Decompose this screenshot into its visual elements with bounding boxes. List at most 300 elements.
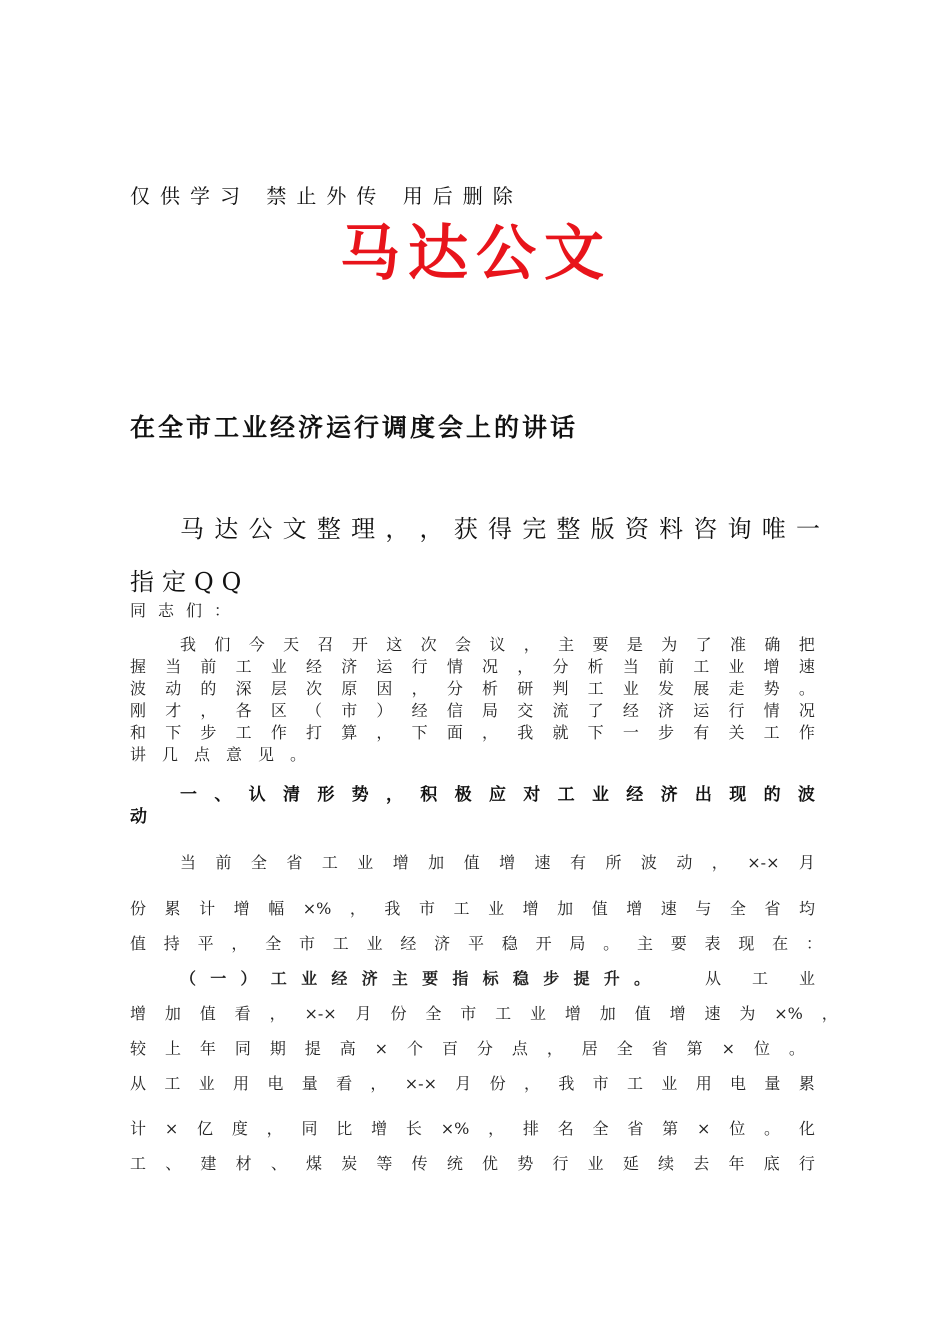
glyph: 工 bbox=[751, 969, 768, 988]
glyph: 份 bbox=[130, 899, 147, 918]
glyph: 完 bbox=[522, 515, 547, 543]
glyph: 分 bbox=[446, 679, 463, 698]
usage-notice: 仅供学习 禁止外传 用后删除 bbox=[130, 184, 523, 208]
glyph: 全 bbox=[250, 853, 267, 872]
glyph: 量 bbox=[301, 1074, 318, 1093]
glyph: 、 bbox=[270, 1154, 287, 1173]
glyph: 流 bbox=[552, 701, 569, 720]
glyph: 把 bbox=[798, 635, 815, 654]
glyph: 市 bbox=[460, 1004, 477, 1023]
glyph: ， bbox=[231, 934, 248, 953]
glyph: 电 bbox=[730, 1074, 747, 1093]
glyph: 经 bbox=[626, 785, 644, 805]
glyph: 增 bbox=[564, 1004, 581, 1023]
glyph: 交 bbox=[517, 701, 534, 720]
glyph: 马 bbox=[180, 515, 204, 543]
glyph: 计 bbox=[130, 1119, 147, 1138]
glyph: ， bbox=[411, 679, 428, 698]
heading-line bbox=[180, 784, 815, 806]
glyph: 速 bbox=[704, 1004, 721, 1023]
glyph: 等 bbox=[376, 1154, 393, 1173]
glyph: ， bbox=[482, 723, 499, 742]
glyph: 全 bbox=[592, 1119, 609, 1138]
glyph: 与 bbox=[695, 899, 712, 918]
glyph: 版 bbox=[590, 515, 615, 543]
glyph: 势 bbox=[517, 1154, 534, 1173]
glyph: 济 bbox=[361, 969, 378, 988]
glyph: 用 bbox=[233, 1074, 250, 1093]
glyph: 。 bbox=[764, 1119, 781, 1138]
glyph: 工 bbox=[557, 785, 575, 805]
glyph: 次 bbox=[306, 679, 323, 698]
glyph: 去 bbox=[693, 1154, 710, 1173]
glyph: 指 bbox=[452, 969, 469, 988]
glyph: 势 bbox=[763, 679, 780, 698]
glyph: 增 bbox=[392, 853, 409, 872]
glyph: 积 bbox=[420, 785, 438, 805]
glyph: 波 bbox=[797, 785, 815, 805]
glyph: 第 bbox=[662, 1119, 679, 1138]
glyph: ， bbox=[376, 723, 393, 742]
glyph: 看 bbox=[234, 1004, 251, 1023]
paragraph-line bbox=[180, 852, 815, 874]
glyph: 主 bbox=[558, 635, 575, 654]
glyph: 速 bbox=[798, 657, 815, 676]
glyph: 料 bbox=[659, 515, 684, 543]
document-title: 在全市工业经济运行调度会上的讲话 bbox=[130, 413, 579, 442]
glyph: 值 bbox=[634, 1004, 651, 1023]
glyph: ， bbox=[200, 701, 217, 720]
glyph: 业 bbox=[591, 785, 609, 805]
heading-line: 动 bbox=[130, 807, 147, 827]
glyph: 煤 bbox=[306, 1154, 323, 1173]
glyph: 优 bbox=[482, 1154, 499, 1173]
glyph: ， bbox=[523, 1074, 540, 1093]
glyph: 步 bbox=[200, 723, 217, 742]
glyph: 下 bbox=[587, 723, 604, 742]
glyph: 比 bbox=[336, 1119, 353, 1138]
glyph: 业 bbox=[622, 679, 639, 698]
paragraph-line bbox=[180, 634, 815, 656]
glyph: 建 bbox=[200, 1154, 217, 1173]
glyph: 月 bbox=[798, 853, 815, 872]
glyph: 均 bbox=[798, 899, 815, 918]
glyph: 情 bbox=[446, 657, 463, 676]
glyph: 要 bbox=[422, 969, 439, 988]
glyph: 统 bbox=[446, 1154, 463, 1173]
glyph: 市 bbox=[341, 701, 358, 720]
glyph: 开 bbox=[535, 934, 552, 953]
glyph: ， bbox=[266, 1119, 283, 1138]
glyph: 算 bbox=[341, 723, 358, 742]
paragraph-line bbox=[130, 700, 815, 722]
glyph: 从 bbox=[130, 1074, 147, 1093]
glyph: 业 bbox=[357, 853, 374, 872]
glyph: 工 bbox=[763, 723, 780, 742]
glyph: 份 bbox=[489, 1074, 506, 1093]
glyph: 询 bbox=[727, 515, 752, 543]
glyph: 标 bbox=[482, 969, 499, 988]
glyph: 月 bbox=[355, 1004, 372, 1023]
glyph: 步 bbox=[543, 969, 560, 988]
paragraph-line bbox=[130, 678, 815, 700]
glyph: 原 bbox=[341, 679, 358, 698]
paragraph-line: 讲几点意见。 bbox=[130, 745, 323, 764]
glyph: ×% bbox=[440, 1119, 470, 1138]
glyph: 局 bbox=[482, 701, 499, 720]
glyph: 经 bbox=[306, 657, 323, 676]
glyph: 增 bbox=[626, 899, 643, 918]
glyph: 较 bbox=[130, 1039, 147, 1058]
glyph: 排 bbox=[522, 1119, 539, 1138]
glyph: ， bbox=[419, 515, 444, 543]
glyph: 看 bbox=[336, 1074, 353, 1093]
glyph: 了 bbox=[587, 701, 604, 720]
glyph: 展 bbox=[693, 679, 710, 698]
glyph: 高 bbox=[339, 1039, 356, 1058]
glyph: 位 bbox=[753, 1039, 770, 1058]
glyph: 现 bbox=[738, 934, 755, 953]
glyph: 工 bbox=[164, 1074, 181, 1093]
glyph: 动 bbox=[165, 679, 182, 698]
glyph: 资 bbox=[624, 515, 649, 543]
glyph: 亿 bbox=[197, 1119, 214, 1138]
glyph: 全 bbox=[425, 1004, 442, 1023]
glyph: 化 bbox=[798, 1119, 815, 1138]
glyph: 工 bbox=[627, 1074, 644, 1093]
glyph: 加 bbox=[557, 899, 574, 918]
glyph: 经 bbox=[331, 969, 348, 988]
glyph: 平 bbox=[197, 934, 214, 953]
subheading-rest bbox=[705, 968, 815, 990]
glyph: 、 bbox=[165, 1154, 182, 1173]
glyph: 年 bbox=[728, 1154, 745, 1173]
glyph: 业 bbox=[198, 1074, 215, 1093]
glyph: ×% bbox=[774, 1004, 803, 1023]
glyph: 咨 bbox=[693, 515, 718, 543]
subheading-line bbox=[180, 968, 815, 990]
glyph: 当 bbox=[165, 657, 182, 676]
glyph: 次 bbox=[420, 635, 437, 654]
glyph: 研 bbox=[517, 679, 534, 698]
glyph: 天 bbox=[283, 635, 300, 654]
glyph: ×-× bbox=[747, 853, 780, 872]
glyph: 动 bbox=[676, 853, 693, 872]
glyph: 清 bbox=[282, 785, 300, 805]
glyph: 增 bbox=[233, 899, 250, 918]
glyph: 理 bbox=[351, 515, 376, 543]
glyph: 判 bbox=[552, 679, 569, 698]
glyph: 召 bbox=[317, 635, 334, 654]
glyph: 打 bbox=[306, 723, 323, 742]
glyph: 业 bbox=[366, 934, 383, 953]
glyph: 会 bbox=[455, 635, 472, 654]
glyph: ， bbox=[546, 1039, 563, 1058]
glyph: 行 bbox=[798, 1154, 815, 1173]
glyph: 当 bbox=[180, 853, 197, 872]
glyph: 业 bbox=[530, 1004, 547, 1023]
glyph: ， bbox=[711, 853, 728, 872]
glyph: 增 bbox=[522, 899, 539, 918]
glyph: 为 bbox=[661, 635, 678, 654]
glyph: 百 bbox=[441, 1039, 458, 1058]
glyph: ， bbox=[517, 657, 534, 676]
glyph: 分 bbox=[476, 1039, 493, 1058]
glyph: 了 bbox=[695, 635, 712, 654]
glyph: ×-× bbox=[304, 1004, 337, 1023]
glyph: 我 bbox=[558, 1074, 575, 1093]
glyph: 平 bbox=[467, 934, 484, 953]
glyph: 今 bbox=[248, 635, 265, 654]
paragraph-line bbox=[130, 1038, 805, 1060]
glyph: 当 bbox=[622, 657, 639, 676]
glyph: 下 bbox=[165, 723, 182, 742]
glyph: × bbox=[164, 1119, 179, 1138]
glyph: ， bbox=[269, 1004, 286, 1023]
section-heading-1 bbox=[130, 784, 815, 828]
glyph: 业 bbox=[270, 657, 287, 676]
glyph: 提 bbox=[304, 1039, 321, 1058]
glyph: 长 bbox=[405, 1119, 422, 1138]
glyph: 是 bbox=[626, 635, 643, 654]
glyph: 深 bbox=[235, 679, 252, 698]
glyph: 增 bbox=[669, 1004, 686, 1023]
paragraph-line bbox=[130, 1073, 815, 1095]
glyph: 行 bbox=[728, 701, 745, 720]
glyph: 这 bbox=[386, 635, 403, 654]
glyph: 才 bbox=[165, 701, 182, 720]
glyph: 值 bbox=[199, 1004, 216, 1023]
glyph: ×% bbox=[302, 899, 332, 918]
glyph: ： bbox=[805, 934, 822, 953]
glyph: 名 bbox=[557, 1119, 574, 1138]
glyph: 月 bbox=[455, 1074, 472, 1093]
glyph: 开 bbox=[351, 635, 368, 654]
glyph: 出 bbox=[694, 785, 712, 805]
glyph: 就 bbox=[552, 723, 569, 742]
glyph: 累 bbox=[164, 899, 181, 918]
glyph: 年 bbox=[199, 1039, 216, 1058]
glyph: × bbox=[721, 1039, 735, 1058]
glyph: 应 bbox=[488, 785, 506, 805]
glyph: 个 bbox=[407, 1039, 424, 1058]
glyph: 整 bbox=[556, 515, 581, 543]
glyph: 济 bbox=[341, 657, 358, 676]
glyph: 量 bbox=[764, 1074, 781, 1093]
glyph: 增 bbox=[499, 853, 516, 872]
glyph: 的 bbox=[763, 785, 781, 805]
glyph: 位 bbox=[729, 1119, 746, 1138]
glyph: 形 bbox=[317, 785, 335, 805]
glyph: 下 bbox=[411, 723, 428, 742]
glyph: 我 bbox=[384, 899, 401, 918]
glyph: 的 bbox=[200, 679, 217, 698]
glyph: 。 bbox=[788, 1039, 805, 1058]
glyph: 一 bbox=[795, 515, 820, 543]
glyph: 度 bbox=[231, 1119, 248, 1138]
glyph: 行 bbox=[552, 1154, 569, 1173]
glyph: 。 bbox=[798, 679, 815, 698]
glyph: 居 bbox=[581, 1039, 598, 1058]
glyph: 稳 bbox=[501, 934, 518, 953]
subheading-bold bbox=[180, 968, 650, 990]
glyph: 有 bbox=[569, 853, 586, 872]
glyph: ， bbox=[385, 515, 410, 543]
glyph: 前 bbox=[200, 657, 217, 676]
glyph: 在 bbox=[772, 934, 789, 953]
glyph: 们 bbox=[214, 635, 231, 654]
glyph: 省 bbox=[627, 1119, 644, 1138]
glyph: 业 bbox=[587, 1154, 604, 1173]
glyph: 炭 bbox=[341, 1154, 358, 1173]
glyph: 一 bbox=[210, 969, 227, 988]
glyph: 工 bbox=[693, 657, 710, 676]
salutation: 同志们： bbox=[130, 601, 243, 620]
glyph: 工 bbox=[130, 1154, 147, 1173]
glyph: 济 bbox=[660, 785, 678, 805]
glyph: 工 bbox=[587, 679, 604, 698]
glyph: 加 bbox=[164, 1004, 181, 1023]
glyph: 省 bbox=[286, 853, 303, 872]
glyph: 唯 bbox=[761, 515, 786, 543]
glyph: 为 bbox=[739, 1004, 756, 1023]
glyph: 速 bbox=[660, 899, 677, 918]
glyph: 得 bbox=[487, 515, 512, 543]
glyph: 全 bbox=[729, 899, 746, 918]
glyph: 关 bbox=[728, 723, 745, 742]
glyph: ， bbox=[523, 635, 540, 654]
glyph: 市 bbox=[592, 1074, 609, 1093]
glyph: 确 bbox=[764, 635, 781, 654]
glyph: 提 bbox=[573, 969, 590, 988]
glyph: 议 bbox=[489, 635, 506, 654]
glyph: 幅 bbox=[268, 899, 285, 918]
glyph: 波 bbox=[640, 853, 657, 872]
glyph: 各 bbox=[235, 701, 252, 720]
glyph: 值 bbox=[130, 934, 147, 953]
glyph: 极 bbox=[454, 785, 472, 805]
glyph: 表 bbox=[704, 934, 721, 953]
glyph: 对 bbox=[523, 785, 541, 805]
glyph: 作 bbox=[270, 723, 287, 742]
glyph: 从 bbox=[705, 969, 722, 988]
glyph: 我 bbox=[517, 723, 534, 742]
glyph: 我 bbox=[180, 635, 197, 654]
glyph: 握 bbox=[130, 657, 147, 676]
glyph: 运 bbox=[693, 701, 710, 720]
glyph: 工 bbox=[332, 934, 349, 953]
paragraph-line bbox=[130, 722, 815, 744]
glyph: 。 bbox=[633, 969, 650, 988]
glyph: 前 bbox=[215, 853, 232, 872]
glyph: 增 bbox=[763, 657, 780, 676]
glyph: ， bbox=[349, 899, 366, 918]
glyph: 全 bbox=[265, 934, 282, 953]
glyph: 济 bbox=[658, 701, 675, 720]
glyph: 传 bbox=[411, 1154, 428, 1173]
glyph: 认 bbox=[248, 785, 266, 805]
paragraph-line bbox=[130, 656, 815, 678]
glyph: 公 bbox=[248, 515, 273, 543]
intro-line-1 bbox=[180, 512, 820, 546]
brand-logo-text: 马达公文 bbox=[340, 219, 612, 289]
glyph: 期 bbox=[269, 1039, 286, 1058]
glyph: （ bbox=[180, 969, 197, 988]
paragraph-line bbox=[130, 1003, 838, 1025]
glyph: 获 bbox=[453, 515, 478, 543]
glyph: 加 bbox=[599, 1004, 616, 1023]
glyph: 工 bbox=[235, 657, 252, 676]
glyph: 业 bbox=[728, 657, 745, 676]
glyph: ×-× bbox=[404, 1074, 437, 1093]
glyph: 发 bbox=[658, 679, 675, 698]
glyph: 况 bbox=[798, 701, 815, 720]
glyph: 业 bbox=[798, 969, 815, 988]
glyph: 分 bbox=[552, 657, 569, 676]
glyph: 一 bbox=[180, 785, 197, 805]
glyph: 速 bbox=[534, 853, 551, 872]
glyph: 同 bbox=[234, 1039, 251, 1058]
glyph: 情 bbox=[763, 701, 780, 720]
glyph: 电 bbox=[267, 1074, 284, 1093]
glyph: 面 bbox=[446, 723, 463, 742]
glyph: ， bbox=[385, 785, 403, 805]
glyph: ） bbox=[240, 969, 257, 988]
glyph: 析 bbox=[482, 679, 499, 698]
glyph: 全 bbox=[616, 1039, 633, 1058]
glyph: 和 bbox=[130, 723, 147, 742]
glyph: 业 bbox=[488, 899, 505, 918]
glyph: 区 bbox=[270, 701, 287, 720]
glyph: 上 bbox=[164, 1039, 181, 1058]
glyph: 累 bbox=[798, 1074, 815, 1093]
glyph: 点 bbox=[511, 1039, 528, 1058]
glyph: ， bbox=[488, 1119, 505, 1138]
glyph: 局 bbox=[569, 934, 586, 953]
glyph: 因 bbox=[376, 679, 393, 698]
glyph: 续 bbox=[658, 1154, 675, 1173]
glyph: 波 bbox=[130, 679, 147, 698]
glyph: 省 bbox=[764, 899, 781, 918]
glyph: 刚 bbox=[130, 701, 147, 720]
glyph: 准 bbox=[730, 635, 747, 654]
glyph: 同 bbox=[301, 1119, 318, 1138]
glyph: 达 bbox=[214, 515, 239, 543]
glyph: 经 bbox=[622, 701, 639, 720]
glyph: 文 bbox=[282, 515, 307, 543]
glyph: 步 bbox=[658, 723, 675, 742]
glyph: 前 bbox=[658, 657, 675, 676]
glyph: 用 bbox=[695, 1074, 712, 1093]
glyph: 延 bbox=[622, 1154, 639, 1173]
glyph: 。 bbox=[603, 934, 620, 953]
paragraph-line bbox=[130, 933, 822, 955]
glyph: 份 bbox=[390, 1004, 407, 1023]
glyph: 有 bbox=[693, 723, 710, 742]
glyph: 工 bbox=[235, 723, 252, 742]
glyph: 工 bbox=[321, 853, 338, 872]
glyph: 主 bbox=[636, 934, 653, 953]
glyph: 势 bbox=[351, 785, 369, 805]
glyph: 工 bbox=[270, 969, 287, 988]
glyph: 经 bbox=[400, 934, 417, 953]
glyph: 信 bbox=[446, 701, 463, 720]
paragraph-line bbox=[130, 1118, 815, 1140]
glyph: 增 bbox=[130, 1004, 147, 1023]
glyph: 值 bbox=[591, 899, 608, 918]
glyph: ） bbox=[376, 701, 393, 720]
glyph: 计 bbox=[199, 899, 216, 918]
